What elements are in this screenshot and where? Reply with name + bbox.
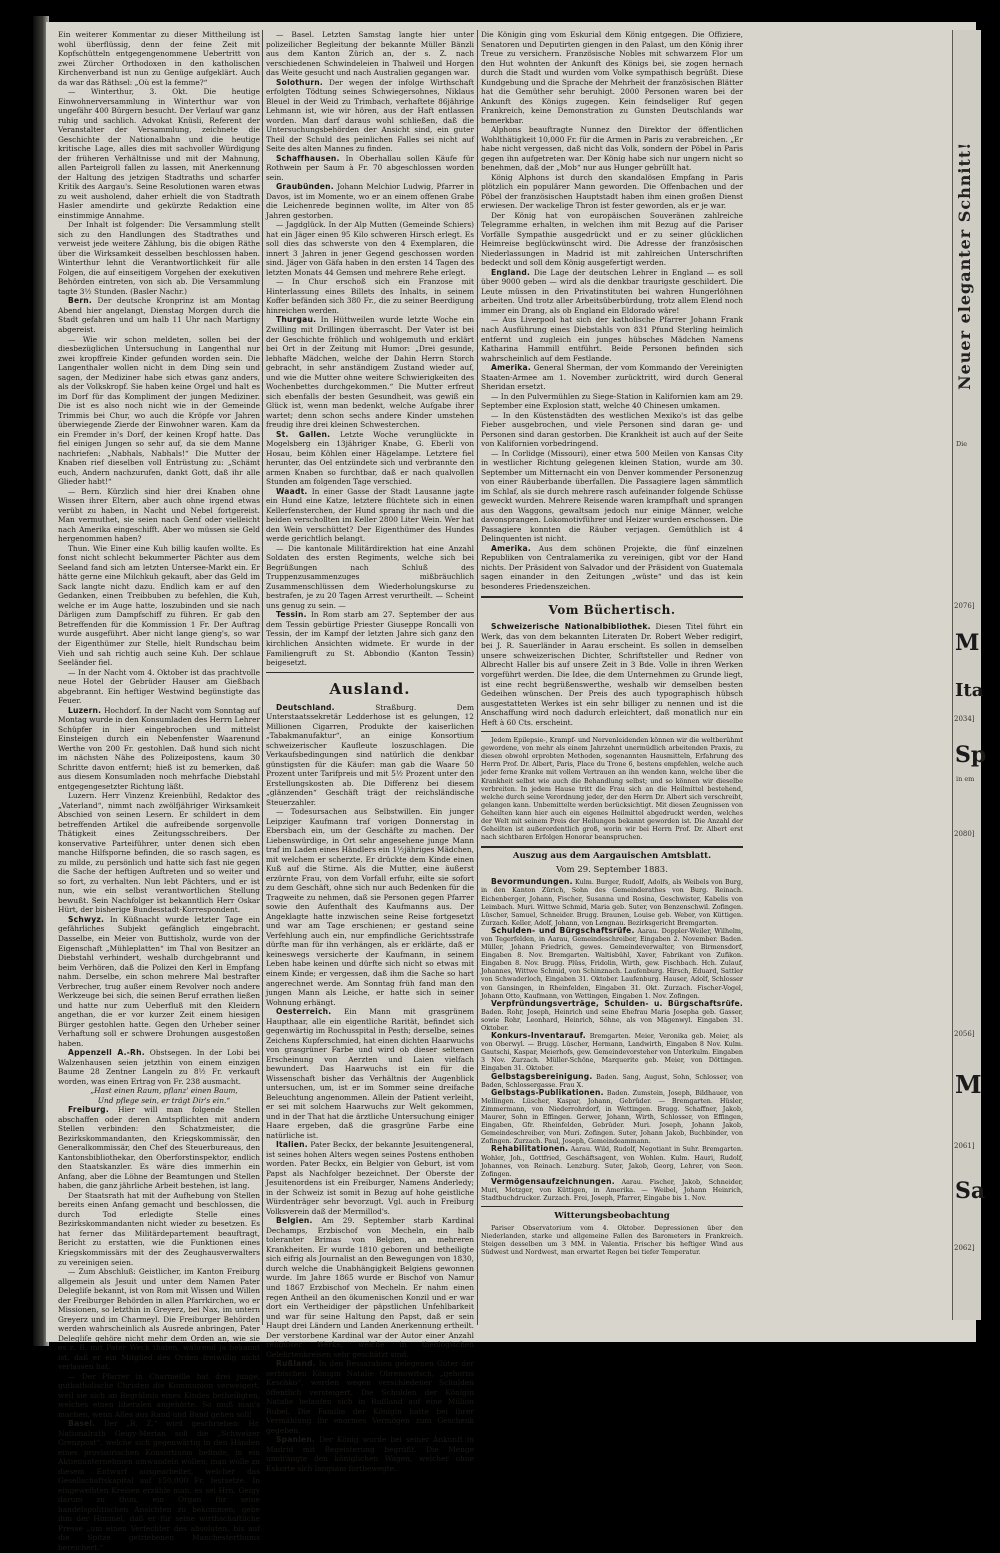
paragraph: — Todesursachen aus Selbstwillen. Ein junger Leipziger Kaufmann traf vorigen Donnerstag in Ebersbach ein, um der Geschäfte zu machen. Der Liebenswürdige, in Ort sehr angesehene junge Mann traf im Laden eines Händlers ein 1½jähriges Mädchen, mit welchem er scherzte. Er drückte dem Kinde einen Kuß auf die Stirne. Als die Mutter, eine äußerst erzürnte Frau, von dem Vorfall erfuhr, eilte sie sofort zu dem Geschäft, ohne sich nur auch Bedenken für die Tragweite zu nehmen, daß sie Personen gegen Pfarrer sowie den Aufenthalt des Kaufmanns aus. Der Angeklagte hatte inzwischen seine Reise fortgesetzt und war am Tage erschienen; er gestand seine Verfehlung auch ein, nur empfindliche Gerichtsstrafe dürfte man für ihn verhängen, als er erklärte, daß er keineswegs versicherte der Kaufmann, in seinem Leben habe keinen und dürfte sich nicht so etwas mit einem Kinde; er vergessen, daß ihm die Sache so hart angerechnet werde. Am Sonntag früh fand man den jungen Mann als Leiche, er hatte sich in seiner Wohnung erhängt. — [266, 807, 474, 1007]
section-keyword: Deutschland. — [276, 702, 335, 712]
section-keyword: Belgien. — [276, 1216, 313, 1226]
fragment-word: Sa — [955, 1178, 986, 1204]
paragraph: Freiburg. Hier will man folgende Stellen abschaffen oder deren Amtspflichten mit andern Stellen verbinden: den Schatzmeister, die Bezirkskommandanten, den Kriegskommissär, den Generalkommissär, den Chef des Steuerbureaus, den Kantonsbibliothekar, den Oberforstinspektor, endlich den Staatskanzler. Es wäre dies immerhin ein Anfang, aber die Löhne der Beamtungen und Stellen haben, die ganz jährliche Arbeit bestehen, ist lang. — [58, 1105, 260, 1191]
paragraph: Rehabilitationen. Aarau. Wild, Rudolf, Negotiant in Suhr. Bremgarten. Wohler, Joh., Gottfried, Geschäftsagent, von Wohlen. Kulm. Hauri, Rudolf, Johannes, von Reinach. Lenzburg. Suter, Jakob, Georg, Lehrer, von Seon. Zofingen. — [481, 1144, 743, 1178]
section-keyword: Schaffhausen. — [276, 153, 340, 163]
paragraph: — Winterthur, 3. Okt. Die heutige Einwohnerversammlung in Winterthur war von ungefähr 400 Bürgern besucht. Der Verlauf war ganz ruhig und sachlich. Advokat Knüsli, Referent der Veranstalter der Versammlung, zeichnete die Geschichte der Nationalbahn und die heutige kritische Lage, alles dies mit sachvoller Würdigung der früheren Verhältnisse und mit der Mahnung, allen Parteigroll fallen zu lassen, mit Anerkennung der Haltung des jetzigen Stadtraths und scharfer Kritik des Aargau's. Seine Resolutionen waren etwas zu weit ausholend, daher erhielt die von Stadtrath Hasler amendirte und gekürzte Redaktion eine einstimmige Annahme. — [58, 87, 260, 220]
fragment-letter: M — [955, 630, 980, 656]
section-keyword: Appenzell A.-Rh. — [68, 1048, 145, 1058]
paragraph: Der König hat von europäischen Souveränen zahlreiche Telegramme erhalten, in welchen ihm mit Bezug auf die Pariser Vorfälle Sympathie ausgedrückt und er zu seiner glücklichen Heimreise beglückwünscht wird. Die Adresse der französischen Niederlassungen in Madrid ist mit zahlreichen Unterschriften bedeckt und soll dem König ausgefertigt werden. — [481, 210, 743, 268]
section-heading-buechertisch: Vom Büchertisch. — [548, 603, 676, 618]
section-keyword: Vermögensaufzeichnungen. — [491, 1176, 615, 1186]
section-keyword: Amerika. — [491, 543, 531, 553]
paragraph: Schaffhausen. In Oberhallau sollen Käufe für Rothwein per Saum à Fr. 70 abgeschlossen worden sein. — [266, 153, 474, 182]
section-keyword: Amerika. — [491, 363, 531, 373]
paragraph: Italien. Pater Beckx, der bekannte Jesuitengeneral, ist seines hohen Alters wegen seines Postens enthoben worden. Pater Beckx, ein Belgier von Geburt, ist vom Papst als Nachfolger bezeichnet. Der Oberste der Jesuitenordens ist ein Freiburger, Namens Anderledy; in der Schweiz ist somit in Bezug auf hohe geistliche Würdenträger sehr bevorzugt. Vgl. auch in Freiburg Volksverein daß der Mermillod's. — [266, 1140, 474, 1216]
column-2 — [266, 30, 474, 1473]
paragraph: Luzern. Herr Vinzenz Kreienbühl, Redaktor des „Vaterland“, nimmt nach zwölfjähriger Wirksamkeit Abschied von seinen Lesern. Er schildert in dem betreffenden Artikel die aufreibende sorgenvolle Thätigkeit eines Zeitungsschreibers. Der konservative Parteiführer, unter denen sich eben manche Hilfsporne befinden, die so rasch sagen, es zu milde, zu persönlich und hatte sich fast nie gegen die Sache der heftigen Auftreten und so weiter und so fort, zu verhalten. Nun lebt Pächters, und er ist nun, wie ein selbst verantwortlichen Stellung bewußt. Sein Nachfolger ist bekanntlich Herr Oskar Hürt, der bisherige Bundesstadt-Korrespondent. — [58, 791, 260, 915]
paragraph: Verpfründungsverträge, Schulden- u. Bürgschaftsrüfe. Baden. Rohr, Joseph, Heinrich und seine Ehefrau Maria Josepha geb. Gasser, sowie Rohr, Leonhard, Heinrich, Söhne, als von Mägenwyl. Eingaben 31. Oktober. — [481, 998, 743, 1032]
section-keyword: Solothurn. — [276, 77, 323, 87]
paragraph: — Die kantonale Militärdirektion hat eine Anzahl Soldaten des ersten Regiments, welche sich bei Begrüßungen nach Schluß des Truppenzusammenzuges mißbräuchlich Zusammenschlüssen dem Wiederholungskurse zu bestrafen, je zu 20 Tagen Arrest verurtheilt. — Scheint uns genug zu sein. — — [266, 543, 474, 610]
paragraph: Appenzell A.-Rh. Obstsegen. In der Lobi bei Walzenhausen seien jetzthin von einem einzigen Baume 28 Zentner Langeln zu 8½ Fr. verkauft worden, was einen Ertrag von Fr. 238 ausmacht. — [58, 1048, 260, 1086]
paragraph: Waadt. In einer Gasse der Stadt Lausanne jagte ein Hund eine Katze, letztere flüchtete sich in einen Kellerfensterchen, der Hund sprang ihr nach und die beiden verschollten im Keller 2800 Liter Wein. Wer hat den Wein verschüttet? Der Eigenthümer des Hundes werde gerichtlich belangt. — [266, 486, 474, 544]
section-keyword: Bevormundungen. — [491, 877, 573, 887]
section-heading-ausland: Ausland. — [329, 679, 411, 698]
paragraph: König Alphons ist durch den skandalösen Empfang in Paris plötzlich ein populärer Mann geworden. Die Offenbachen und der Pöbel der französischen Hauptstadt haben ihm einen großen Dienst erwiesen. Der wackelige Thron ist fester geworden, als er je war. — [481, 172, 743, 211]
vertical-advertisement-title: Neuer eleganter Schnitt! — [955, 141, 974, 390]
section-keyword: Italien. — [276, 1140, 308, 1150]
section-keyword: England. — [491, 267, 531, 277]
paragraph: Solothurn. Der wegen der infolge Wirthschaft erfolgten Tödtung seines Schwiegersohnes, Niklaus Bleuel in der Weid zu Trimbach, verhaftete 86jährige Lehmann ist, wie wir hören, aus der Haft entlassen worden. Man darf daraus wohl schließen, daß die Untersuchungsbehörden der Ansicht sind, ein guter Theil der Schuld des peinlichen Falles sei nicht auf Seite des alten Mannes zu finden. — [266, 77, 474, 154]
paragraph: Gelbstagsbereinigung. Baden. Sang, August, Sohn, Schlosser, von Baden, Schlossergasse. Frau X. — [481, 1071, 743, 1089]
paragraph: — In Chur erschoß sich ein Franzose mit Hinterlassung eines Billets des Inhalts, in seinem Koffer befänden sich 380 Fr., die zu seiner Beerdigung hinreichen werden. — [266, 277, 474, 315]
paragraph: St. Gallen. Letzte Woche verunglückte in Mogelsberg ein 13jähriger Knabe, G. Eberli von Hosau, beim Köhlen einer Hägelampe. Letztere fiel herunter, das Oel entzündete sich und verbrannte den armen Knaben so furchtbar, daß er nach qualvollen Stunden am folgenden Tage verschied. — [266, 429, 474, 487]
ad-number: 2034] — [954, 715, 975, 723]
section-rule — [266, 672, 474, 673]
section-keyword: Graubünden. — [276, 182, 334, 192]
column-3 — [481, 30, 743, 1330]
paragraph: Luzern. Hochdorf. In der Nacht vom Sonntag auf Montag wurde in den Konsumladen des Herrn Lehrer Schüpfer in hier eingebrochen und mittelst Einsteigen durch ein Nebenfenster Waarenund Werthe von 200 Fr. gestohlen. Daß hund sich nicht im nächsten Nähe des Polizeipostens, kaum 30 Schritte davon entfernt; hieß ist zu bemerken, daß aus diesem Konsumladen noch mehrfache Diebstahl entgegengesetzter Richtung läßt. — [58, 705, 260, 791]
section-keyword: Schulden- und Bürgschaftsrüfe. — [491, 925, 635, 935]
paragraph: Schweizerische Nationalbibliothek. Diesen Titel führt ein Werk, das von dem bekannten Literaten Dr. Robert Weber redigirt, bei J. R. Sauerländer in Aarau erscheint. Es sollen in demselben unsere schweizerischen Dichter, Schriftsteller und Redner von Albrecht Haller bis auf unsere Zeit in 3 Bde. Volle in ihren Werken vorgeführt werden. Die Idee, die dem Unternehmen zu Grunde liegt, ist eine recht begrüßenswerthe, weshalb wir demselben besten Gedeihen wünschen. Der Preis des auch typographisch hübsch ausgestatteten Werkes ist ein sehr billiger zu nennen und ist die Anschaffung wird noch dadurch erleichtert, daß monatlich nur ein Heft à 60 Cts. erscheint. — [481, 622, 743, 727]
weather-report: Pariser Observatorium vom 4. Oktober. Depressionen über den Niederlanden, starke und allgemeine Fallen des Barometers in Frankreich. Steigen desselben um 3 MM. in Valentia. Frischer bis heftiger Wind aus Südwest und Nordwest, man erwartet Regen bei tiefer Temperatur. — [481, 1224, 743, 1257]
adjacent-page-strip — [952, 30, 987, 1320]
paragraph: — In der Nacht vom 4. Oktober ist das prachtvolle neue Hotel der Gebrüder Hauser am Gießbach abgebrannt. Ein heftiger Westwind begünstigte das Feuer. — [58, 667, 260, 706]
section-keyword: Waadt. — [276, 486, 308, 496]
paragraph: Vermögensaufzeichnungen. Aarau. Fischer, Jakob, Schneider, Muri, Metzger, von Küttigen, in Amerika. — Weibel, Johann Heinrich, Stadtbuchdrucker. Zurzach. Frei, Joseph, Pfarrer, Eingabe bis 1. Nov. — [481, 1176, 743, 1202]
paragraph: — Zum Abschluß: Geistlicher, im Kanton Freiburg allgemein als Jesuit und unter dem Namen Pater Delegliſe bekannt, ist von Rom mit Wissen und Willen der Freiburger Behörden in allen Pfarrkirchen, wo er Missionen, so letzthin in Greyerz, bei Nax, im untern Greyerz und im Charmeyl. Die Freiburger Behörden werden wahrscheinlich als Ausrede anbringen, Pater Delegliſe gehöre nicht mehr dem Orden an, wie sie es z. B. mit Pater Weck thaten, während ja bekannt ist, daß er ein Mitglied des Orden freiwillig nicht verlassen hat. — [58, 1267, 260, 1372]
paragraph: Belgien. Am 29. September starb Kardinal Dechamps, Erzbischof von Mecheln, ein halb toleranter Brimas von Belgien, an mehreren Krankheiten. Er wurde 1810 geboren und betheiligte sich eifrig als Journalist an den Bewegungen von 1830, durch welche die Unabhängigkeit Belgiens gewonnen wurde. Im Jahre 1865 wurde er Bischof von Namur und 1867 Erzbischof von Mecheln. Er nahm einen regen Antheil an den ökumenischen Konzil und er war dort ein Vertheidiger der päpstlichen Unfehlbarkeit und war für seine Haltung den Papst, daß er sein Haupt drei Ländern und Landen Anerkennung ertheilt. Der verstorbene Kardinal war der Autor einer Anzahl religiöser Werke, welche in theologischen Gelehrtenkreisen sehr geschätzt sind. — [266, 1216, 474, 1359]
section-keyword: Basel. — [68, 1419, 96, 1429]
section-keyword: Konkurs-Inventarauf. — [491, 1031, 586, 1041]
section-keyword: St. Gallen. — [276, 429, 331, 439]
paragraph: — Der Pfarrer in Charmeille hat drei junge, gutkatholische Christen die Kommunion verweigert, weil sie sich an Begräbnis eines Kindes betheiligten, welches einen liberalen angehörte. So muß man's machen, wenn Alles aus Rand und Band gehen soll! — [58, 1371, 260, 1419]
paragraph: Gelbstags-Publikationen. Baden. Zumstein, Joseph, Bildhauer, von Mellingen. Lüscher, Kaspar, Johann, Gebrüder. — Bremgarten. Hüsler, Zimmermann, von Niederrohrdorf, in Wettingen. Brugg. Schaffner, Jakob, Maurer, Sohn in Effingen. Gerwer, Johann, Wirth, Schlosser, von Effingen, Eingaben, Gfr. Rheinfelden, Gebrüder. Muri. Joseph, Johann Jakob, Gemeindeschreiber, von Muri. Zofingen. Suter, Johann Jakob, Buchbinder, von Zofingen. Zurzach. Paul, Joseph, Gemeindeammann. — [481, 1087, 743, 1146]
paragraph: Amerika. Aus dem schönen Projekte, die fünf einzelnen Republiken von Centralamerika zu vereinigen, gibt vor der Hand nichts. Der Präsident von Salvador und der Präsident von Guatemala sagen einander in den Zeitungen „wüste“ und das ist kein besonderes Friedenszeichen. — [481, 543, 743, 591]
paragraph: Basel. Der „B. Z.“ wird geschrieben: Hr. Nationalrath Geigy-Merian soll die „Schweizer Grenzpost“, welche sich gegenwärtig in den Händen eines provisorischen Konsortiums befinde, in ein Aktienunternehmen umwandeln wollen; man wolle zu diesem Entwurf ausgearbeitet, welcher das Gesellschaftskapital auf 150,000 Fr. festsetze. In eingeweihten Kreisen erzähle man, es sei Hrn. Geigy darum zu thun, ein Organ für seine handelspolitischen Ansichten zu bekommen; gebe ihm der Himmel, daß er für seine wirthschaftliche Presse „um einen Verfechter des absoluten, bis auf die Spitze getriebenen Manchesterthums bereichert.“ — [58, 1419, 260, 1552]
amtsblatt-date: Vom 29. September 1883. — [556, 865, 668, 876]
paragraph: — In den Küstenstädten des westlichen Mexiko's ist das gelbe Fieber ausgebrochen, und viele Personen sind daran ge- und Personen sind daran gestorben. Die Krankheit ist auch auf der Seite von Kalifornien vorbedringend. — [481, 410, 743, 449]
column-1 — [58, 30, 260, 1552]
section-keyword: Schweizerische Nationalbibliothek. — [491, 622, 651, 632]
paragraph: Bern. Der deutsche Kronprinz ist am Montag Abend hier angelangt, Dienstag Morgen durch die Stadt gefahren und um halb 11 Uhr nach Martigny abgereist. — [58, 296, 260, 334]
paragraph: — In den Pulvermühlen zu Siege-Station in Kalifornien kam am 29. September eine Explosion statt, welche 40 Chinesen umkamen. — [481, 391, 743, 411]
paragraph: Oesterreich. Ein Mann mit grasgrünem Haupthaar, alle ein eigentliche Rarität, befindet sich gegenwärtig im Rochusspital in Pesth; derselbe, seines Zeichens Kupferschmied, hat einen dichten Haarwuchs von grasgrüner Farbe und wird ob dieser seltenen Erscheinung von Aerzten und Laien vielfach bewundert. Das Haarwuchs ist ein für die Wissenschaft bisher das Verhältnis der Augenblick untersuchen, um, ist er im Sommer seine dreifache Beleuchtung angenommen. Allein der Patient verleiht, er sei mit solchem Haarwuchs zur Welt gekommen, und in der That hat die ärztliche Untersuchung einiger Haare ergeben, daß die grasgrüne Farbe eine natürliche ist. — [266, 1007, 474, 1140]
paragraph: Schulden- und Bürgschaftsrüfe. Aarau. Doppler-Weiler, Wilhelm, von Tegerfelden, in Aarau, Gemeindeschreiber, Eingaben 2. November. Baden. Müller, Johann Friedrich, gewes. Gemeindeverwalter, von Birmensdorf, Eingaben 8. Nov. Bremgarten. Waltisbühl, Xaver, Fabrikant von Zufikon. Eingaben 8. Nov. Brugg. Plüss, Fridolin, Wirth, gew. Fischbach. Hch. Zulauf, Johannes, Wittwe Schmid, von Schinznach. Laufenburg. Hirsch, Eduard, Sattler von Schwaderloch, Eingaben 31. Oktober. Laufenburg. Hauser, Adolf, Schlosser von Gansingen, in Rheinfelden, Eingaben 31. Okt. Zurzach. Fischer-Vogel, Johann Otto, Kaufmann, von Wettingen, Eingaben 1. Nov. Zofingen. — [481, 925, 743, 1000]
paragraph: Die Königin ging vom Eskurial dem König entgegen. Die Offiziere, Senatoren und Deputirten giengen in den Palast, um den König ihrer Treue zu versichern. Französische Nobles mit schwarzem Flor um den Hut wohnten der Ankunft des Königs bei, sie zogen hernach durch die Stadt und wurden vom Volke sympathisch begrüßt. Diese Kundgebung und die Sprache der Mehrheit der französischen Blätter hat die Gemüther sehr beruhigt. 2000 Personen waren bei der Ankunft des Königs zugegen. Kein feindseliger Ruf gegen Frankreich, keine Demonstration zu Gunsten Deutschlands war bemerkbar. — [481, 30, 743, 125]
paragraph: Alphons beauftragte Nunnez den Direktor der öffentlichen Wohlthätigkeit 10,000 Fr. für die Armen in Paris zu verabreichen. „Er habe nicht vergessen, daß nicht das Volk, sondern der Pöbel in Paris gegen ihn aufgetreten war. Der König habe sich nur ungern nicht so benehmen, daß der „Mob“ nur aus Hunger gebrüllt hat. — [481, 125, 743, 173]
paragraph: Konkurs-Inventarauf. Bremgarten. Meier, Veronika geb. Meier, als von Oberwyl. — Brugg. Lüscher, Hermann, Landwirth, Eingaben 8 Nov. Kulm. Gautschi, Kaspar, Meierhofs, gew. Gemeindevorsteher von Unterkulm. Eingaben 3 Nov. Zurzach. Müller-Schöne, Marquerite geb. Meier, von Döttingen. Eingaben 31. Oktober. — [481, 1031, 743, 1073]
section-keyword: Verpfründungsverträge, Schulden- u. Bürgschaftsrüfe. — [491, 998, 743, 1008]
paragraph: Schwyz. In Küßnacht wurde letzter Tage ein gefährliches Subjekt gefänglich eingebracht. Dasselbe, ein Meier von Buttisholz, wurde von der Eigenschaft „Mühleplatten“ im Thal von Besitzer an Diebstahl verhindert, weshalb durchgebrannt und beim Verhören, daß die Polizei den Kerl in Empfang nahm. Derselbe, ein schon mehrere Mal bestrafter Verbrecher, trug außer einem Revolver noch andere Werkzeuge bei sich, die seinen Beruf errathen ließen und hatte nur zum Ueberfluß mit den Kleidern angethan, die er vor kurzer Zeit einem hiesigen Bürger gestohlen hatte. Gegen den Urheber seiner Verhaftung soll er schwere Drohungen ausgestoßen haben. — [58, 914, 260, 1048]
column-divider — [262, 30, 263, 1325]
ad-number: 2080] — [954, 830, 975, 838]
section-keyword: Rehabilitationen. — [491, 1144, 569, 1154]
fragment-word: Sp — [955, 742, 987, 768]
section-keyword: Bern. — [68, 296, 92, 306]
section-keyword: Schwyz. — [68, 914, 105, 924]
paragraph: — Aus Liverpool hat sich der katholische Pfarrer Johann Frank nach Ausführung eines Diebstahls von 831 Pfund Sterling heimlich entfernt und zugleich ein junges hübsches Mädchen Namens Katharina Hammill entführt. Beide Personen befinden sich wahrscheinlich auf dem Festlande. — [481, 315, 743, 363]
paragraph: — Bern. Kürzlich sind hier drei Knaben ohne Wissen ihrer Eltern, aber auch ohne irgend etwas verübt zu haben, in Nacht und Nebel fortgereist. Man vermuthet, sie seien nach Genf oder vielleicht nach Amerika eingeschifft. Aber wo müssen sie Geld hergenommen haben? — [58, 486, 260, 544]
paragraph: Der Inhalt ist folgender: Die Versammlung stellt sich zu den Handlungen des Stadtrathes und verweist jede weitere Zählung, bis die obigen Räthe über die Wirksamkeit desselben beschlossen haben. Winterthur lehnt die Verantwortlichkeit für alle Folgen, die auf einseitigem Vorgehen der exekutiven Behörden eintreten, von sich ab. Die Versammlung tagte 3½ Stunden. (Basler Nachr.) — [58, 220, 260, 296]
section-keyword: Thurgau. — [276, 315, 317, 325]
section-keyword: Gelbstagsbereinigung. — [491, 1071, 593, 1081]
column-divider — [477, 30, 478, 1325]
paragraph: — Jagdglück. In der Alp Mutten (Gemeinde Schiers) hat ein Jäger einen 95 Kilo schweren Hirsch erlegt. Es soll dies das schwerste von den 4 Exemplaren, die innert 3 Jahren in jener Gegend geschossen worden sind. Jäger von Gäfa haben in den ersten 14 Tagen des letzten Monats 44 Gemsen und mehrere Rehe erlegt. — [266, 220, 474, 277]
section-rule — [481, 846, 743, 848]
fragment-text: in em — [956, 775, 975, 783]
section-rule — [481, 1206, 743, 1207]
paragraph: Rußland. In den Bessarabien gelegenen Güter der serbischen Königin Natalie Obrenowitsch, „gehorns Keschko“, werden wegen verschiedener Schulden öffentlich versteigert. Die Schulden der Königin Natalie belaufen sich in Rußland auf eine Million Rubel. Die Familie der Königin hatte bei ihrer Vermählung ihr enormes Vermögen zum Geschenk gegeben. — [266, 1359, 474, 1435]
paragraph: Tessin. In Rom starb am 27. September der aus dem Tessin gebürtige Priester Giuseppe Roncalli von Tessin, der im Kampf der letzten Jahre sich ganz den kirchlichen Ansichten widmete. Er wurde in der Familiengruft zu St. Abbondio (Kanton Tessin) beigesetzt. — [266, 610, 474, 668]
advertisement-text: Jedem Epilepsie-, Krampf- und Nervenleidenden können wir die weltberühmt gewordene, von mehr als einem Jahrzehnt unermüdlich arbeitenden Praxis, zu diesen obwohl erprobten Methoden, sogenannten Hausmitteln, Erfahrung des Herrn Prof. Dr. Albert, Paris, Place du Trone 6, bestens empfehlen, welche auch jeder ferne Kranke mit vollem Vertrauen an ihn wenden kann, welche über die Krankheit selbst wie auch die Behandlung selbst; und so können wir dieselbe verbreiten. In jedem Hause tritt die Frau sich an die Heilmittel bestehend, welche durch seine Verordnung jeder, der den Herrn Dr. Albert sich verschreibt, gelangen kann. Unbemittelte werden berücksichtigt. Mit diesen Zeugnissen von Geheilten kann hier auch ein eigenes Heilmittel abgedruckt werden, welches der Welt mit seinem Preis der Heilungen bekannt geworden ist. Die Anzahl der Geheilten ist außerordentlich groß, worin wir bei Herrn Prof. Dr. Albert erst nach sichtbaren Erfolgen Honorar beanspruchen. — [481, 736, 743, 842]
ad-number: 2061] — [954, 1142, 975, 1150]
fragment-letter: M — [955, 1070, 982, 1099]
section-keyword: Oesterreich. — [276, 1007, 332, 1017]
section-keyword: Freiburg. — [68, 1105, 109, 1115]
ad-number: 2076] — [954, 602, 975, 610]
ad-number: 2062] — [954, 1244, 975, 1252]
paragraph: Ein weiterer Kommentar zu dieser Mittheilung ist wohl überflüssig, denn der feine Zeit mit Kopfschütteln entgegengenommene Uebertritt von zwei Zürcher Orthodoxen in den katholischen Kirchenverband ist nun zu Genüge aufgeklärt. Auch da war das Räthsel: „Où est la femme?“ — [58, 30, 260, 87]
paragraph: Der Staatsrath hat mit der Aufhebung von Stellen bereits einen Anfang gemacht und beschlossen, die durch Tod erledigte Stelle eines Bezirkskommandanten nicht wieder zu besetzen. Es hat ferner das Militärdepartement beauftragt, Bericht zu erstatten, wie die Funktionen eines Kriegskommissärs mit der des Zeughausverwalters zu vereinigen seien. — [58, 1190, 260, 1267]
amtsblatt-heading: Auszug aus dem Aargauischen Amtsblatt. — [512, 851, 712, 862]
section-keyword: Spanien. — [276, 1435, 316, 1445]
paragraph: Spanien. Der König wurde bei seiner Ankunft in Madrid mit Begeisterung begrüßt. Die Menge umdrängte den königlichen Wagen, welcher ohne Eskorte sich langsam fortbewegte. — [266, 1435, 474, 1473]
weather-heading: Witterungsbeobachtung — [554, 1211, 670, 1222]
ad-number: 2056] — [954, 1030, 975, 1038]
paragraph: Bevormundungen. Kulm. Burger, Rudolf, Adolfs, als Weibels von Burg, in den Kanton Zürich, Sohn des Gemeinderathes von Burg. Reinach. Eichenberger, Johann, Fischer, Susanna und Rosina, Geschwister, Kabelis von Leimbach. Muri. Wittwe Schmid, Maria geb. Suter, von Benzenschwil. Zofingen. Lüscher, Samuel, Schneider. Brugg. Braunen, Louise geb. Weber, von Küttigen. Zurzach. Keller, Adolf, Johann, von Lengnau. Bezirksgericht Bremgarten. — [481, 877, 743, 927]
section-keyword: Gelbstags-Publikationen. — [491, 1087, 604, 1097]
paragraph: Deutschland. Straßburg. Dem Unterstaatssekretär Ledderhose ist es gelungen, 12 Millionen Cigarren, Produkte der kaiserlichen „Tabakmanufaktur“, an einige Konsortium schweizerischer Kaufleute loszuschlagen. Die Verkaufsbedingungen sind natürlich die denkbar günstigsten für die Käufer: man gab die Waare 50 Prozent unter Tarifpreis und mit 5½ Prozent unter den Erstellungskosten ab. Die Differenz bei diesem „glänzenden“ Geschäft trägt der reichsländische Steuerzahler. — [266, 702, 474, 807]
section-rule — [481, 596, 743, 598]
verse-line: „Hast einen Raum, pflanz' einen Baum, — [90, 1086, 238, 1096]
paragraph: — Basel. Letzten Samstag langte hier unter polizeilicher Begleitung der bekannte Müller Bänzli aus dem Kanton Zürich an, der s. Z. nach verschiedenen Schwindeleien in Thalweil und Horgen das Weite gesucht und nach Australien gegangen war. — [266, 30, 474, 78]
paragraph: England. Die Lage der deutschen Lehrer in England — es soll über 9000 geben — wird als die denkbar traurigste geschildert. Die Leute müssen in den Privatinstituten bei wahren Hungerlöhnen arbeiten. Und trotz aller Arbeitsüberbürdung, trotz allem Elend noch immer ein Drang, als ob England ein Eldorado wäre! — [481, 267, 743, 315]
section-keyword: Tessin. — [276, 610, 307, 620]
paragraph: Thurgau. In Hüttweilen wurde letzte Woche ein Zwilling mit Drillingen überrascht. Der Vater ist bei der Geschichte fröhlich und wohlgemuth und erklärt bei Ort in der Zeitung mit Humor: „Drei gesunde, lebhafte Mädchen, welche der Dahin Herrn Storch gebracht, in sehr anständigem Zustand wieder auf, und wie die Mutter ohne weitere Schwierigkeiten des Wochenbettes durchgekommen.“ Die Mutter erfreut sich ebenfalls der besten Gesundheit, was gewiß ein Glück ist, wenn man bedenkt, welche Aufgabe ihrer wartet; denn schon sechs andere Kinder umstehen freudig ihre drei kleinen Schwesterchen. — [266, 315, 474, 430]
paragraph: — In Corlidge (Missouri), einer etwa 500 Meilen von Kansas City in westlicher Richtung gelegenen kleinen Station, wurde am 30. September um Mitternacht ein von Denver kommender Personenzug von einer Räuberbande überfallen. Die Passagiere lagen sämmtlich im Schlaf, als sie durch mehrere rasch aufeinander folgende Schüsse geweckt wurden. Mehrere Reisende waren krampfhaft und sprangen aus den Waggons, gewaltsam jedoch nur einige Männer, welche davonsprangen. Lokomotivführer und Heizer wurden erschossen. Die Passagiere konnten die Räuber verjagen. Gemüthlich ist 4 Delinquenten ist nicht. — [481, 448, 743, 544]
paragraph: Graubünden. Johann Melchior Ludwig, Pfarrer in Davos, ist im Momente, wo er an einem offenen Grabe die Leichenrede beginnen wollte, im Alter von 85 Jahren gestorben. — [266, 182, 474, 220]
paragraph: Thun. Wie Einer eine Kuh billig kaufen wollte. Es fonst nicht schlecht bekummerter Pächter aus dem Seeland fand sich am letzten Untersee-Markt ein. Er hätte gerne eine Milchkuh gekauft, aber das Geld im Sack langte nicht dazu. Endlich kam er auf den Gedanken, einen Treibbuben zu befehlen, die Kuh, welche er im Auge hatte, loszubinden und sie nach Därligen zum Dampfschiff zu führen. Er gab den Betreffenden für die Kommission 1 Fr. Der Auftrag wurde ausgeführt. Aber nicht lange gieng's, so war der Eigenthümer zur Stelle, hielt Rundschau beim Vieh und sah richtig auch seine Kuh. Der schlaue Seeländer fiel. — [58, 543, 260, 668]
section-rule — [481, 731, 743, 732]
section-keyword: Luzern. — [68, 705, 102, 715]
section-keyword: Rußland. — [276, 1359, 316, 1369]
fragment-word: Ita — [955, 680, 984, 701]
paragraph: — Wie wir schon meldeten, sollen bei der diesbezüglichen Untersuchung in Langenthal nur zwei kropffreie Kinder gefunden worden sein. Die Langenthaler wollen nicht in dem Ding sein und sagen, der Mediziner habe sich etwas ganz anders, als der Volkskropf. Sie haben keine Orgel und halt es im Dorf für das Kompliment der jungen Mediziner. Die ist es also noch nicht wie in der Gemeinde Trimmis bei Chur, wo auch die Kröpfe vor Jahren überwiegende Zierde der Einwohner waren. Kam da ein Fremder in's Dorf, der keinen Kropf hatte. Das fiel einigen Jungen so sehr auf, da sie dem Manne nachriefen: „Nabhals, Nabhals!“ Die Mutter der Knaben rief dieselben voll Entrüstung zu: „Schämt euch, Andern nachzurufen, dankt Gott, daß ihr alle Glieder habt!“ — [58, 334, 260, 487]
paragraph: Amerika. General Sherman, der vom Kommando der Vereinigten Staaten-Armee am 1. November zurücktritt, wird durch General Sheridan ersetzt. — [481, 363, 743, 392]
verse-line: Und pflege sein, er trägt Dir's ein.“ — [97, 1095, 231, 1105]
fragment-text: Die — [956, 440, 968, 448]
